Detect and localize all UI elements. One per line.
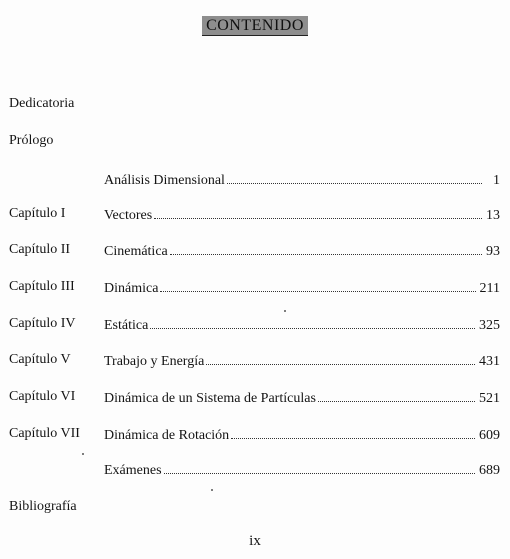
dot-leader [231,426,475,439]
dot-leader [227,171,482,184]
toc-page: 13 [486,208,500,223]
toc-page: 521 [479,391,500,406]
dot-leader [170,242,482,255]
dot-leader [154,206,482,219]
toc-chapter: Capítulo VI [9,389,76,404]
scan-speck [211,489,213,491]
scan-speck [284,310,286,312]
toc-title: Cinemática [104,244,168,259]
toc-row [0,461,510,479]
toc-chapter: Capítulo III [9,279,75,294]
dot-leader [160,279,475,292]
toc-row [0,352,510,370]
toc-entry [104,352,500,370]
toc-title: Trabajo y Energía [104,354,205,369]
toc-title: Dinámica de Rotación [104,428,230,443]
toc-title: Exámenes [104,463,162,478]
toc-entry [104,426,500,444]
toc-page: 609 [479,428,500,443]
toc-row [0,206,510,224]
toc-entry [104,171,500,189]
toc-row [0,316,510,334]
toc-title: Dinámica de un Sistema de Partículas [104,391,316,406]
toc-page: 211 [479,281,500,296]
toc-chapter: Capítulo IV [9,316,76,331]
toc-page: 93 [486,244,500,259]
toc-chapter: Capítulo II [9,242,71,257]
toc-row [0,389,510,407]
toc-chapter: Capítulo I [9,206,66,221]
toc-chapter: Capítulo VII [9,426,80,441]
toc-page: 431 [479,354,500,369]
toc-entry [104,461,500,479]
page-number: ix [249,533,261,549]
toc-title: Análisis Dimensional [104,173,225,188]
bibliography-label: Bibliografía [9,499,77,514]
toc-row [0,279,510,297]
toc-chapter: Capítulo V [9,352,71,367]
toc-page: 325 [479,318,500,333]
toc-title: Vectores [104,208,153,223]
toc-entry [104,242,500,260]
dot-leader [206,352,475,365]
toc-page: 1 [493,173,500,188]
dedication-label: Dedicatoria [9,96,75,111]
title-container [0,16,510,36]
scan-speck [82,453,84,455]
toc-entry [104,389,500,407]
toc-entry [104,316,500,334]
toc-entry [104,206,500,224]
dot-leader [164,461,475,474]
toc-title: Dinámica [104,281,159,296]
toc-page: 689 [479,463,500,478]
toc-row [0,426,510,444]
toc-row [0,242,510,260]
toc-entry [104,279,500,297]
toc-title: Estática [104,318,149,333]
dot-leader [318,389,475,402]
prologue-label: Prólogo [9,133,54,148]
toc-row [0,171,510,189]
dot-leader [150,316,475,329]
page-title: CONTENIDO [202,16,308,36]
